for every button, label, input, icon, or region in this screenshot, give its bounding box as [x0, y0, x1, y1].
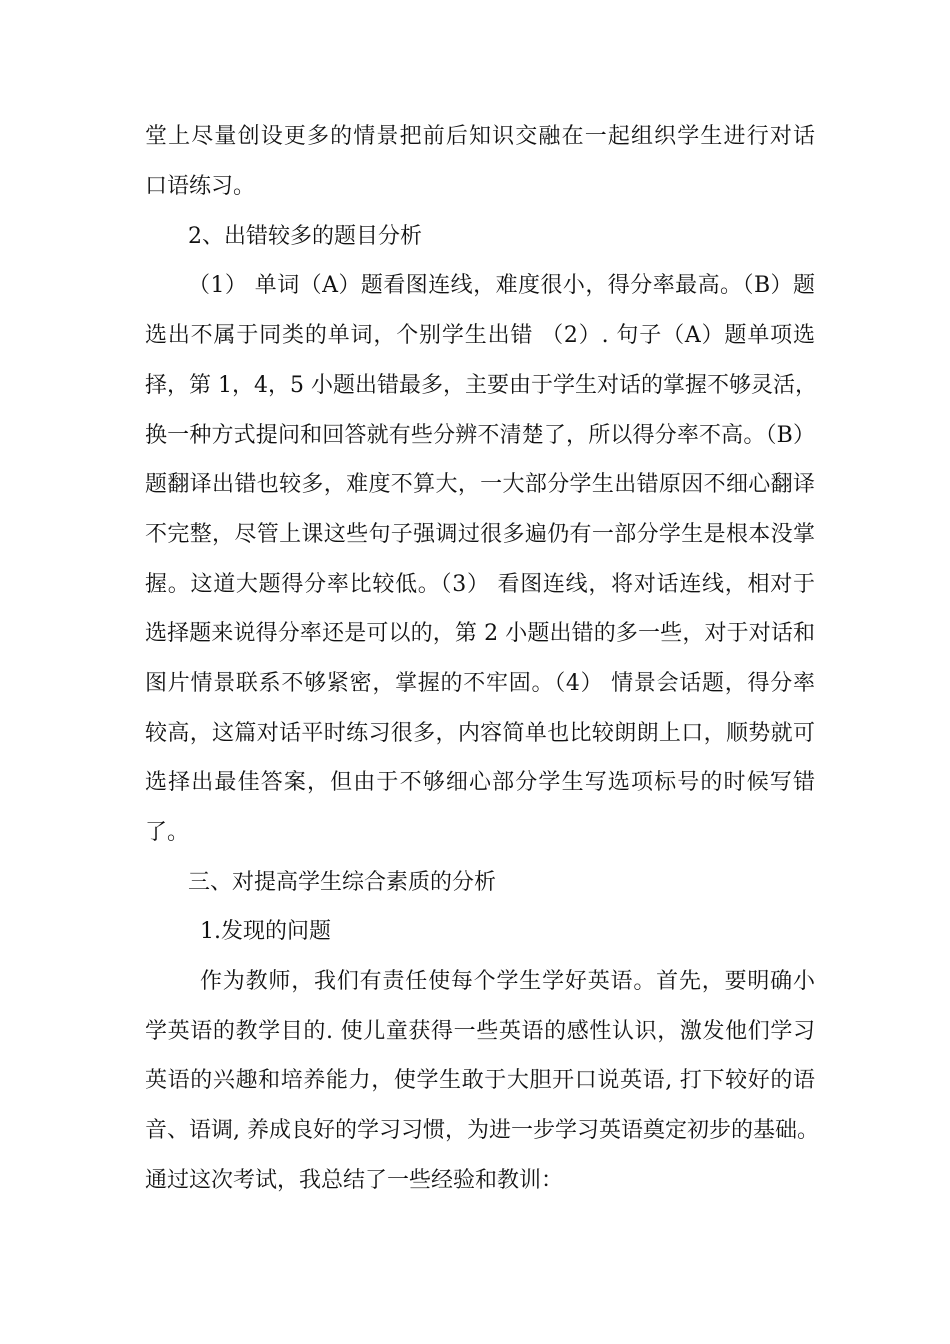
- text-line: 不完整，尽管上课这些句子强调过很多遍仍有一部分学生是根本没掌: [145, 522, 815, 547]
- text-line: 择，第 1，4，5 小题出错最多，主要由于学生对话的掌握不够灵活，: [145, 373, 817, 398]
- text-line: 选择题来说得分率还是可以的，第 2 小题出错的多一些，对于对话和: [145, 621, 815, 646]
- text-line: 图片情景联系不够紧密，掌握的不牢固。（4） 情景会话题，得分率: [145, 671, 815, 696]
- text-line: 选择出最佳答案，但由于不够细心部分学生写选项标号的时候写错: [145, 770, 815, 795]
- text-line: 通过这次考试，我总结了一些经验和教训：: [145, 1168, 564, 1193]
- text-line: 学英语的教学目的. 使儿童获得一些英语的感性认识，激发他们学习: [145, 1019, 815, 1044]
- text-line: 作为教师，我们有责任使每个学生学好英语。首先，要明确小: [200, 969, 815, 994]
- text-line: 了。: [145, 820, 190, 845]
- text-line: 握。这道大题得分率比较低。（3） 看图连线，将对话连线，相对于: [145, 572, 815, 597]
- text-line: 英语的兴趣和培养能力，使学生敢于大胆开口说英语, 打下较好的语: [145, 1068, 815, 1093]
- text-line: 换一种方式提问和回答就有些分辨不清楚了，所以得分率不高。（B）: [145, 423, 815, 448]
- text-line: 题翻译出错也较多，难度不算大，一大部分学生出错原因不细心翻译: [145, 472, 815, 497]
- text-line: 音、语调, 养成良好的学习习惯，为进一步学习英语奠定初步的基础。: [145, 1118, 819, 1143]
- text-line: 较高，这篇对话平时练习很多，内容简单也比较朗朗上口，顺势就可: [145, 721, 815, 746]
- subsection-heading: 1.发现的问题: [200, 919, 331, 944]
- text-line: 口语练习。: [145, 174, 256, 199]
- section-heading: 2、出错较多的题目分析: [188, 224, 422, 249]
- text-line: 选出不属于同类的单词，个别学生出错 （2）. 句子（A）题单项选: [145, 323, 815, 348]
- text-line: 堂上尽量创设更多的情景把前后知识交融在一起组织学生进行对话: [145, 124, 815, 149]
- text-line: （1） 单词（A）题看图连线，难度很小，得分率最高。（B）题: [188, 273, 815, 298]
- section-heading: 三、对提高学生综合素质的分析: [188, 870, 497, 895]
